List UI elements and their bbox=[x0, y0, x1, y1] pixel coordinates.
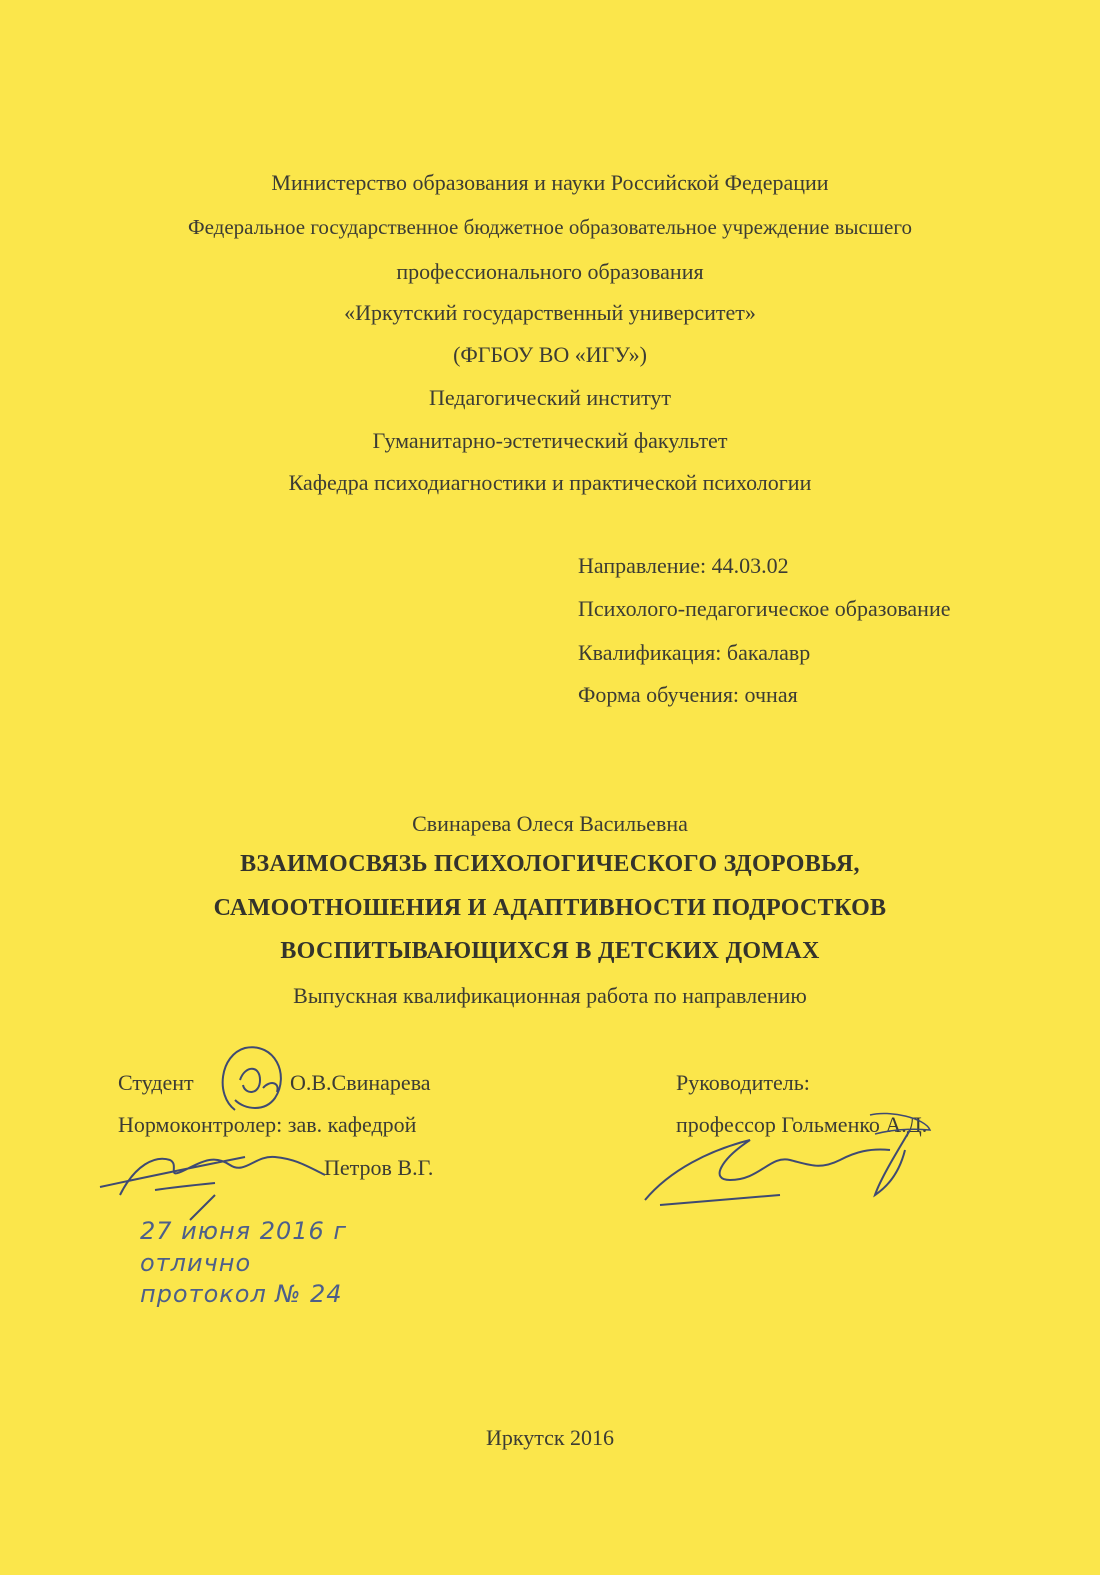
ministry-line: Министерство образования и науки Российской Федерации bbox=[271, 170, 829, 195]
city-year: Иркутск 2016 bbox=[485, 1425, 615, 1450]
thesis-title-line-3: ВОСПИТЫВАЮЩИХСЯ В ДЕТСКИХ ДОМАХ bbox=[280, 938, 820, 964]
normcontrol-signature bbox=[95, 1135, 335, 1225]
handwritten-date: 27 июня 2016 г bbox=[140, 1217, 348, 1245]
student-label: Студент bbox=[118, 1070, 194, 1095]
institution-line-2: профессионального образования bbox=[396, 259, 704, 284]
author-name: Свинарева Олеся Васильевна bbox=[412, 811, 688, 836]
thesis-subtitle: Выпускная квалификационная работа по направлению bbox=[293, 983, 807, 1008]
program-qualification: Квалификация: бакалавр bbox=[578, 640, 811, 665]
supervisor-name: профессор Гольменко А.Д. bbox=[676, 1112, 928, 1137]
student-name: О.В.Свинарева bbox=[290, 1070, 431, 1095]
supervisor-label: Руководитель: bbox=[676, 1070, 810, 1095]
faculty-name: Гуманитарно-эстетический факультет bbox=[372, 428, 728, 453]
institute-name: Педагогический институт bbox=[428, 385, 672, 410]
normcontrol-name: Петров В.Г. bbox=[324, 1155, 434, 1180]
thesis-title-line-1: ВЗАИМОСВЯЗЬ ПСИХОЛОГИЧЕСКОГО ЗДОРОВЬЯ, bbox=[240, 851, 860, 877]
student-signature bbox=[205, 1040, 305, 1130]
department-name: Кафедра психодиагностики и практической психологии bbox=[288, 470, 812, 495]
handwritten-grade: отлично bbox=[140, 1249, 252, 1277]
institution-line-1: Федеральное государственное бюджетное образовательное учреждение высшего bbox=[188, 215, 912, 239]
handwritten-protocol: протокол № 24 bbox=[140, 1280, 343, 1308]
program-form: Форма обучения: очная bbox=[578, 682, 798, 707]
thesis-title-line-2: САМООТНОШЕНИЯ И АДАПТИВНОСТИ ПОДРОСТКОВ bbox=[213, 895, 887, 921]
normcontrol-label: Нормоконтролер: зав. кафедрой bbox=[118, 1112, 417, 1137]
program-profile: Психолого-педагогическое образование bbox=[578, 596, 951, 621]
university-name: «Иркутский государственный университет» bbox=[344, 300, 756, 325]
university-abbr: (ФГБОУ ВО «ИГУ») bbox=[453, 342, 647, 367]
program-direction: Направление: 44.03.02 bbox=[578, 553, 789, 578]
supervisor-signature bbox=[640, 1110, 970, 1210]
